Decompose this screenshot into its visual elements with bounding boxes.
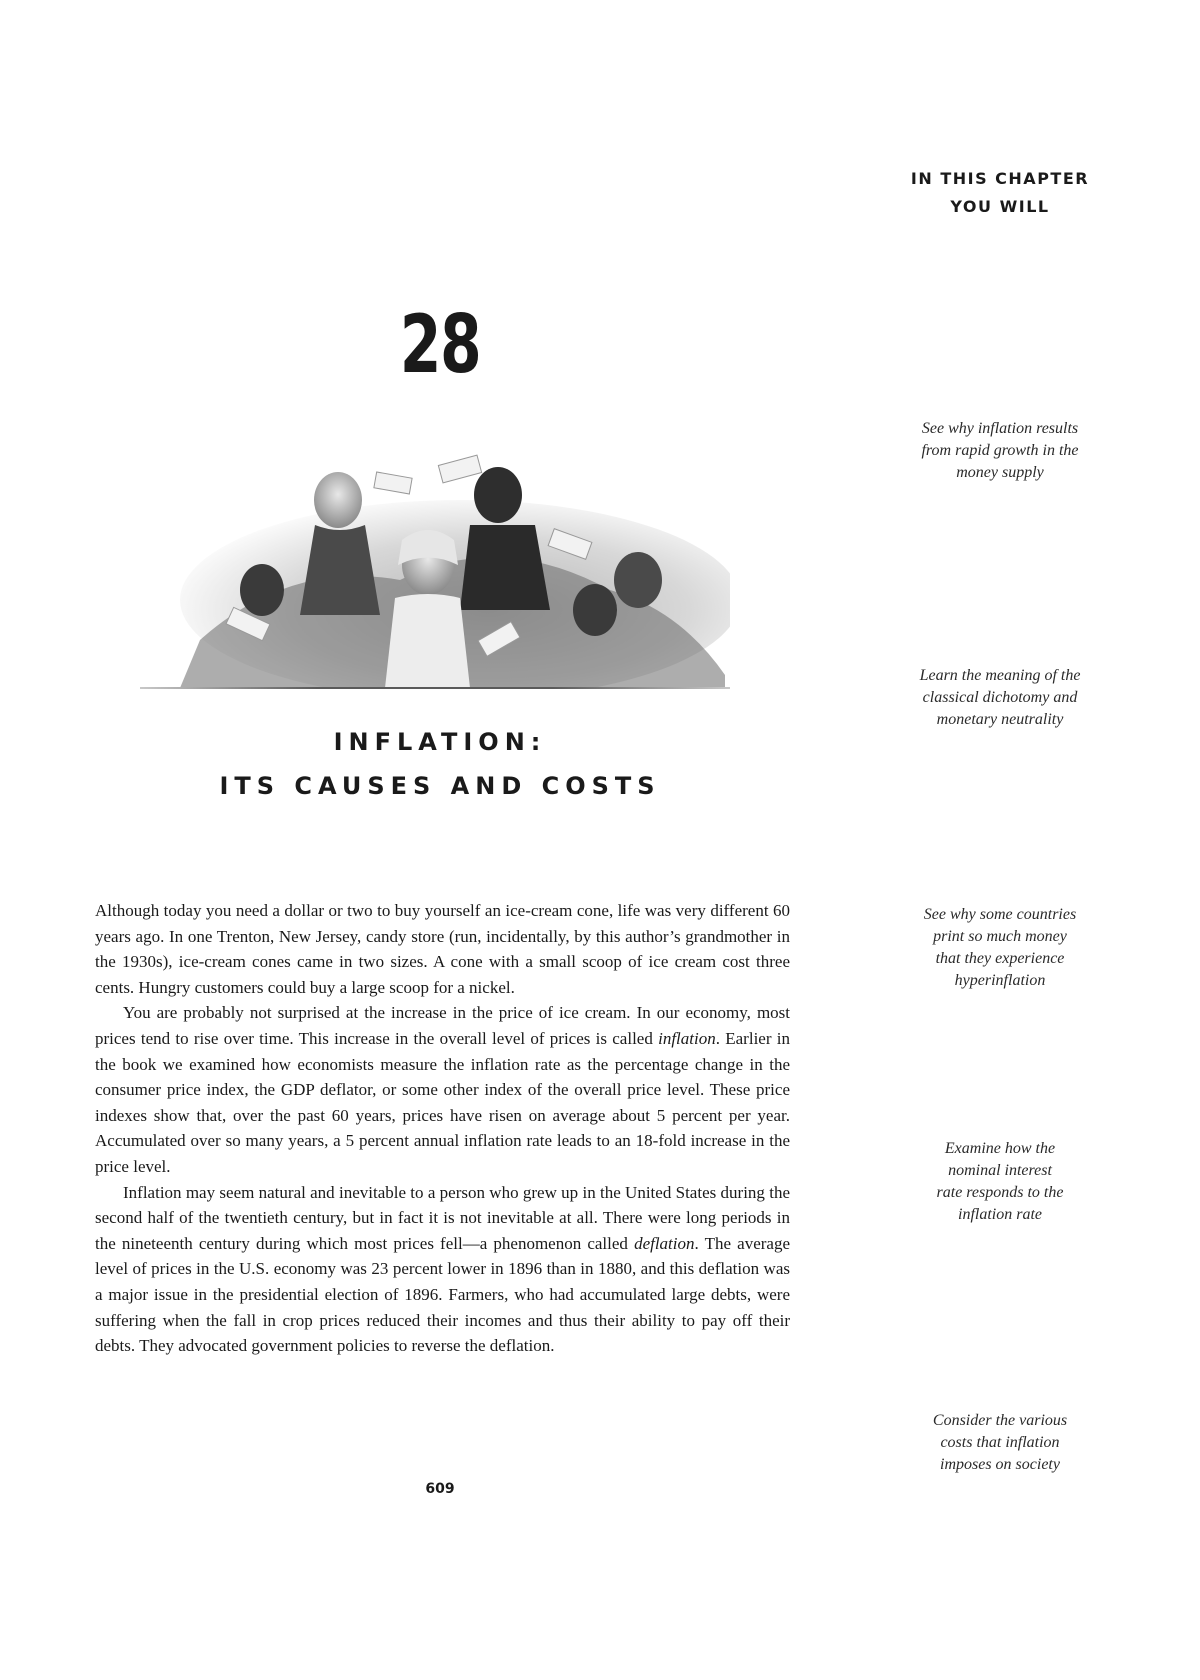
chapter-opener-photo — [140, 440, 730, 688]
chapter-goal-1: See why inflation results from rapid growth in the money supply — [921, 420, 1079, 481]
chapter-goal-2: Learn the meaning of the classical dichotomy and monetary neutrality — [919, 667, 1081, 728]
sidebar-heading-line-1: IN THIS CHAPTER — [910, 169, 1090, 188]
paragraph — [95, 1000, 790, 1179]
photo-divider — [140, 687, 730, 689]
chapter-goal-5: Consider the various costs that inflation imposes on society — [932, 1412, 1068, 1473]
text-run: . The average level of prices in the U.S. economy was 23 percent lower in 1896 than in 1880, and this deflation was a major issue in the presidential election of 1896. Farmers, who had accumulated large debts, were suffering when the fall in crop prices reduced their incomes and thus their ability to pay off their debts. They advocated government policies to reverse the deflation. — [95, 1233, 790, 1356]
sidebar-heading — [880, 165, 1120, 221]
term-deflation: deflation — [634, 1233, 695, 1253]
paragraph — [95, 898, 790, 1000]
chapter-goal-4: Examine how the nominal interest rate responds to the inflation rate — [936, 1140, 1064, 1223]
chapter-title-line-1: INFLATION: — [333, 728, 547, 756]
text-run: Inflation may seem natural and inevitable to a person who grew up in the United States during the second half of the twentieth century, but in fact it is not inevitable at all. There were long periods in the nineteenth century during which most prices fell—a phenomenon called — [95, 1182, 790, 1253]
body-text — [95, 898, 790, 1359]
text-run: You are probably not surprised at the increase in the price of ice cream. In our economy, most prices tend to rise over time. This increase in the overall level of prices is called — [95, 1003, 790, 1048]
chapter-title-line-2: ITS CAUSES AND COSTS — [219, 772, 661, 800]
text-run: . Earlier in the book we examined how economists measure the inflation rate as the percentage change in the consumer price index, the GDP deflator, or some other index of the overall price level. These price indexes show that, over the past 60 years, prices have risen on average about 5 percent per year. Accumulated over so many years, a 5 percent annual inflation rate leads to an 18-fold increase in the price level. — [95, 1028, 790, 1176]
page-number: 609 — [425, 1481, 455, 1497]
chapter-number: 28 — [399, 298, 481, 391]
paragraph — [95, 1180, 790, 1359]
text-run: Although today you need a dollar or two to buy yourself an ice-cream cone, life was very different 60 years ago. In one Trenton, New Jersey, candy store (run, incidentally, by this author’s grandmother in the 1930s), ice-cream cones came in two sizes. A cone with a small scoop of ice cream cost three cents. Hungry customers could buy a large scoop for a nickel. — [95, 901, 790, 997]
term-inflation: inflation — [658, 1028, 716, 1048]
sidebar-heading-line-2: YOU WILL — [950, 197, 1050, 216]
chapter-goal-3: See why some countries print so much money that they experience hyperinflation — [923, 906, 1077, 989]
